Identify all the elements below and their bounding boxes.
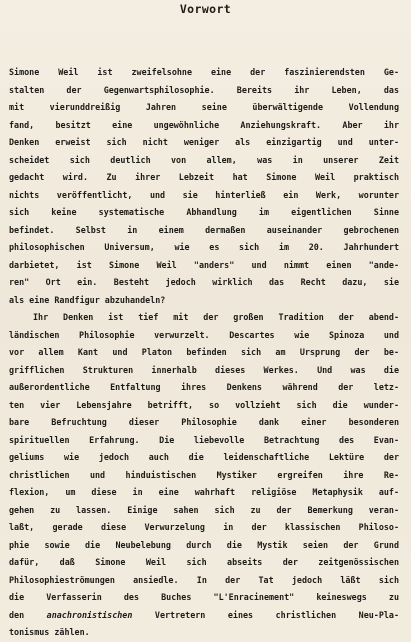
paragraph-2 [9,309,399,642]
text-line: darbietet, ist Simone Weil "anders" und nimmt einen "ande- [9,259,399,270]
text-line: bare Befruchtung dieser Philosophie dank einer besonderen [9,417,399,427]
text-line: mit vierunddreißig Jahren seine überwältigende Vollendung [9,102,399,112]
text-line: geliums wie jedoch auch die leidenschaftliche Lektüre der [9,452,399,462]
text-line: Philosophieströmungen ansiedle. In der Tat jedoch läßt sich [9,574,399,585]
paragraph-1 [9,64,399,309]
text-line: sich keine systematische Abhandlung im eigentlichen Sinne [9,207,399,217]
text-line: ländischen Philosophie verwurzelt. Descartes wie Spinoza und [9,329,399,340]
body-text [9,64,399,642]
text-line: Ihr Denken ist tief mit der großen Tradition der abend- [33,312,399,322]
page-title: Vorwort [179,2,232,16]
text-line: ten vier Lebensjahre betrifft, so vollzieht sich die wunder- [9,399,399,410]
text-line: stalten der Gegenwartsphilosophie. Bereits ihr Leben, das [9,84,399,95]
text-line: phie sowie die Neubelebung durch die Mystik seien der Grund [9,539,399,550]
text-line: philosophischen Universum, wie es sich im 20. Jahrhundert [9,242,399,252]
text-line: als eine Randfigur abzuhandeln? [9,294,166,305]
text-line: gehen zu lassen. Einige sahen sich zu der Bemerkung veran- [9,504,399,515]
text-line: flexion, um diese in eine wahrhaft religiöse Metaphysik auf- [9,487,399,497]
text-line: vor allem Kant und Platon befinden sich am Ursprung der be- [9,347,399,357]
text-line: scheidet sich deutlich von allem, was in unserer Zeit [9,154,399,165]
text-line-with-emphasis [9,607,399,625]
text-line: Denken erweist sich nicht weniger als einzigartig und unter- [9,137,399,147]
emphasized-word: anachronistischen [46,609,133,620]
text-line: laßt, gerade diese Verwurzelung in der klassischen Philoso- [9,522,399,532]
text-line: nichts veröffentlicht, und sie hinterließ ein Werk, worunter [9,189,399,200]
text-line: die Verfasserin des Buches "L'Enracinement" keineswegs zu [9,592,399,602]
text-line: grifflichen Strukturen innerhalb dieses Werkes. Und was die [9,364,399,375]
text-line: Simone Weil ist zweifelsohne eine der faszinierendsten Ge- [9,67,399,77]
text-line: christlichen und hinduistischen Mystiker ergreifen ihre Re- [9,469,399,480]
text-line: fand, besitzt eine ungewöhnliche Anziehungskraft. Aber ihr [9,119,399,130]
line-start: den [9,609,47,620]
text-line: dafür, daß Simone Weil sich abseits der zeitgenössischen [9,557,399,567]
text-line: spirituellen Erfahrung. Die liebevolle Betrachtung des Evan- [9,434,399,445]
text-line: gedacht wird. Zu ihrer Lebzeit hat Simone Weil praktisch [9,172,399,182]
text-line: ren" Ort ein. Besteht jedoch wirklich das Recht dazu, sie [9,277,399,287]
text-line: befindet. Selbst in einem dermaßen auseinander gebrochenen [9,224,399,235]
text-line: außerordentliche Entfaltung ihres Denkens während der letz- [9,382,399,392]
text-line: tonismus zählen. [9,627,90,637]
line-end: Vertretern eines christlichen Neu-Pla- [132,609,399,620]
